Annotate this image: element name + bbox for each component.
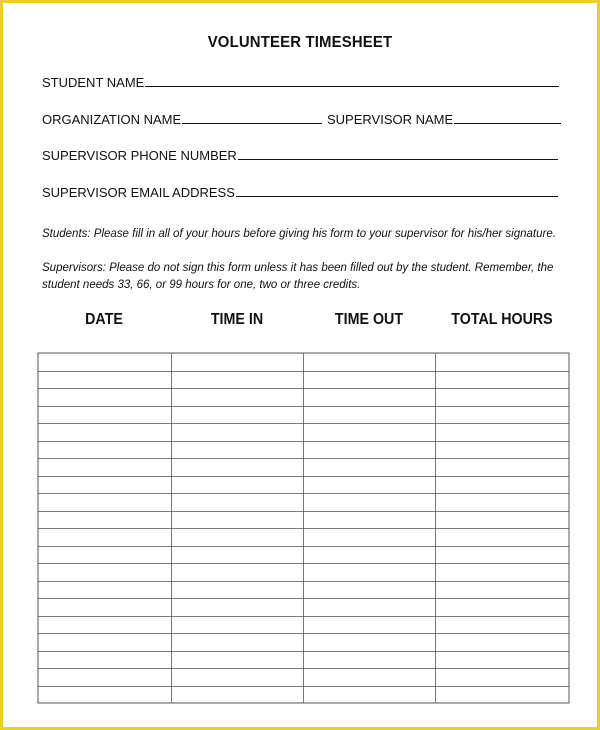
table-cell[interactable]: [304, 529, 434, 545]
table-cell[interactable]: [172, 477, 302, 493]
table-cell[interactable]: [172, 424, 302, 440]
table-cell[interactable]: [304, 354, 434, 370]
table-cell[interactable]: [172, 407, 302, 423]
table-cell[interactable]: [436, 477, 568, 493]
table-cell[interactable]: [39, 459, 170, 475]
supervisor-name-label: SUPERVISOR NAME: [327, 112, 454, 127]
supervisor-phone-label: SUPERVISOR PHONE NUMBER: [42, 148, 237, 163]
table-cell[interactable]: [172, 599, 302, 615]
table-cell[interactable]: [436, 564, 568, 580]
column-header-time-out: TIME OUT: [334, 311, 404, 328]
table-cell[interactable]: [304, 477, 434, 493]
table-cell[interactable]: [39, 494, 170, 510]
table-cell[interactable]: [39, 652, 170, 668]
table-cell[interactable]: [172, 354, 302, 370]
table-cell[interactable]: [39, 547, 170, 563]
table-cell[interactable]: [304, 389, 434, 405]
table-cell[interactable]: [39, 407, 170, 423]
table-cell[interactable]: [304, 599, 434, 615]
organization-name-label: ORGANIZATION NAME: [42, 112, 182, 127]
table-cell[interactable]: [304, 494, 434, 510]
table-cell[interactable]: [172, 372, 302, 388]
table-cell[interactable]: [39, 687, 170, 703]
table-cell[interactable]: [304, 512, 434, 528]
column-header-date: DATE: [85, 311, 123, 328]
table-cell[interactable]: [39, 477, 170, 493]
table-cell[interactable]: [39, 617, 170, 633]
table-cell[interactable]: [172, 617, 302, 633]
table-cell[interactable]: [436, 617, 568, 633]
table-cell[interactable]: [436, 634, 568, 650]
table-cell[interactable]: [436, 512, 568, 528]
table-cell[interactable]: [39, 389, 170, 405]
table-cell[interactable]: [172, 547, 302, 563]
table-cell[interactable]: [436, 354, 568, 370]
table-cell[interactable]: [304, 424, 434, 440]
table-cell[interactable]: [172, 582, 302, 598]
table-cell[interactable]: [172, 564, 302, 580]
table-cell[interactable]: [39, 354, 170, 370]
table-cell[interactable]: [39, 372, 170, 388]
table-cell[interactable]: [172, 459, 302, 475]
table-cell[interactable]: [436, 372, 568, 388]
table-cell[interactable]: [39, 529, 170, 545]
table-cell[interactable]: [172, 529, 302, 545]
table-cell[interactable]: [39, 582, 170, 598]
table-cell[interactable]: [436, 582, 568, 598]
table-cell[interactable]: [39, 634, 170, 650]
table-cell[interactable]: [39, 442, 170, 458]
table-cell[interactable]: [304, 582, 434, 598]
table-cell[interactable]: [39, 599, 170, 615]
table-cell[interactable]: [39, 512, 170, 528]
table-cell[interactable]: [304, 547, 434, 563]
column-header-total-hours: TOTAL HOURS: [451, 311, 553, 328]
table-cell[interactable]: [304, 407, 434, 423]
table-cell[interactable]: [436, 652, 568, 668]
table-cell[interactable]: [304, 687, 434, 703]
page-title: VOLUNTEER TIMESHEET: [207, 34, 393, 51]
table-cell[interactable]: [436, 687, 568, 703]
table-cell[interactable]: [304, 634, 434, 650]
students-note: Students: Please fill in all of your hours before giving his form to your supervisor for his/her signature.: [42, 228, 556, 240]
table-cell[interactable]: [39, 669, 170, 685]
table-cell[interactable]: [304, 669, 434, 685]
table-cell[interactable]: [436, 529, 568, 545]
table-cell[interactable]: [436, 459, 568, 475]
table-cell[interactable]: [39, 564, 170, 580]
table-cell[interactable]: [304, 442, 434, 458]
table-cell[interactable]: [304, 459, 434, 475]
table-cell[interactable]: [436, 547, 568, 563]
table-cell[interactable]: [172, 512, 302, 528]
table-cell[interactable]: [436, 389, 568, 405]
column-header-time-in: TIME IN: [210, 311, 264, 328]
table-cell[interactable]: [304, 617, 434, 633]
student-name-label: STUDENT NAME: [42, 75, 145, 90]
table-cell[interactable]: [172, 442, 302, 458]
table-cell[interactable]: [172, 494, 302, 510]
table-cell[interactable]: [436, 599, 568, 615]
table-cell[interactable]: [172, 687, 302, 703]
table-cell[interactable]: [172, 652, 302, 668]
table-cell[interactable]: [304, 652, 434, 668]
table-cell[interactable]: [304, 564, 434, 580]
table-cell[interactable]: [436, 669, 568, 685]
table-cell[interactable]: [39, 424, 170, 440]
table-cell[interactable]: [304, 372, 434, 388]
table-cell[interactable]: [436, 494, 568, 510]
table-cell[interactable]: [172, 389, 302, 405]
table-cell[interactable]: [436, 407, 568, 423]
table-cell[interactable]: [436, 442, 568, 458]
supervisors-note: Supervisors: Please do not sign this form unless it has been filled out by the student. Remember, the student needs 33, 66, or 99 hours for one, two or three credits.: [42, 262, 554, 291]
table-cell[interactable]: [172, 634, 302, 650]
table-cell[interactable]: [436, 424, 568, 440]
table-cell[interactable]: [172, 669, 302, 685]
supervisor-email-label: SUPERVISOR EMAIL ADDRESS: [42, 185, 235, 200]
